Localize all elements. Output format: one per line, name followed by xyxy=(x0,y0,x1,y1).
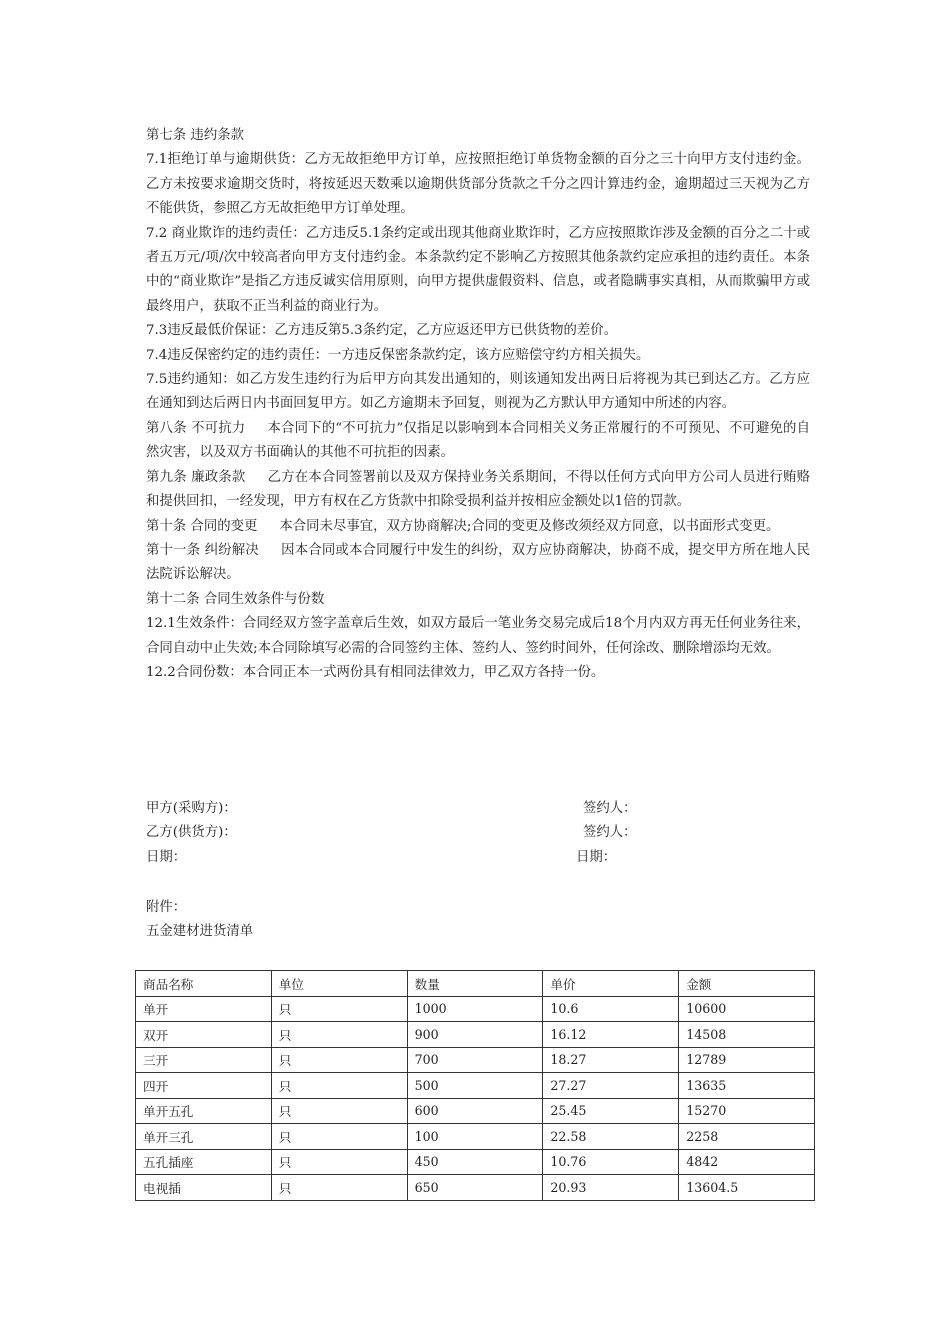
table-cell: 18.27 xyxy=(543,1047,679,1073)
table-cell: 27.27 xyxy=(543,1073,679,1099)
table-row xyxy=(136,1175,815,1201)
table-cell: 只 xyxy=(271,1047,407,1073)
table-row xyxy=(136,996,815,1022)
table-cell: 2258 xyxy=(679,1124,815,1150)
table-cell: 4842 xyxy=(679,1149,815,1175)
table-cell: 电视插 xyxy=(136,1175,272,1201)
article-9-heading: 第九条 廉政条款 xyxy=(146,469,246,485)
table-cell: 13635 xyxy=(679,1073,815,1099)
table-cell: 500 xyxy=(407,1073,543,1099)
table-cell: 12789 xyxy=(679,1047,815,1073)
article-9-text: 乙方在本合同签署前以及双方保持业务关系期间，不得以任何方式向甲方公司人员进行贿赂和提供回扣，一经发现，甲方有权在乙方货款中扣除受损利益并按相应金额处以1倍的罚款。 xyxy=(146,469,810,510)
table-cell: 13604.5 xyxy=(679,1175,815,1201)
party-b-label: 乙方(供货方)： xyxy=(146,825,237,840)
clause-7-5: 7.5违约通知：如乙方发生违约行为后甲方向其发出通知的，则该通知发出两日后将视为其已到达乙方。乙方应在通知到达后两日内书面回复甲方。如乙方逾期未予回复，则视为乙方默认甲方通知中所述的内容。 xyxy=(146,372,810,412)
article-10-text: 本合同未尽事宜，双方协商解决;合同的变更及修改须经双方同意，以书面形式变更。 xyxy=(279,518,780,534)
attachment-label: 附件： xyxy=(146,900,187,915)
table-cell: 100 xyxy=(407,1124,543,1150)
table-cell: 只 xyxy=(271,996,407,1022)
clause-7-1: 7.1拒绝订单与逾期供货：乙方无故拒绝甲方订单，应按照拒绝订单货物金额的百分之三十向甲方支付违约金。乙方未按要求逾期交货时，将按延迟天数乘以逾期供货部分货款之千分之四计算违约金，逾期超过三天视为乙方不能供货，参照乙方无故拒绝甲方订单处理。 xyxy=(146,152,810,217)
party-a-label: 甲方(采购方)： xyxy=(146,801,237,816)
table-cell: 1000 xyxy=(407,996,543,1022)
table-cell: 16.12 xyxy=(543,1022,679,1048)
table-cell: 22.58 xyxy=(543,1124,679,1150)
signer-b-label: 签约人： xyxy=(583,825,637,840)
table-row xyxy=(136,1124,815,1150)
table-cell: 单开 xyxy=(136,996,272,1022)
table-cell: 只 xyxy=(271,1124,407,1150)
article-11-text: 因本合同或本合同履行中发生的纠纷，双方应协商解决，协商不成，提交甲方所在地人民法院诉讼解决。 xyxy=(146,542,810,583)
date-left-label: 日期： xyxy=(146,850,187,865)
table-cell: 20.93 xyxy=(543,1175,679,1201)
table-cell: 单开五孔 xyxy=(136,1098,272,1124)
table-cell: 15270 xyxy=(679,1098,815,1124)
table-row xyxy=(136,1073,815,1099)
column-header: 单位 xyxy=(271,971,407,997)
article-7-title: 第七条 违约条款 xyxy=(146,128,244,143)
table-cell: 14508 xyxy=(679,1022,815,1048)
table-cell: 650 xyxy=(407,1175,543,1201)
article-11 xyxy=(146,539,810,588)
clause-7-3: 7.3违反最低价保证：乙方违反第5.3条约定，乙方应返还甲方已供货物的差价。 xyxy=(146,323,618,339)
clause-7-2: 7.2 商业欺诈的违约责任：乙方违反5.1条约定或出现其他商业欺诈时，乙方应按照欺诈涉及金额的百分之二十或者五万元/项/次中较高者向甲方支付违约金。本条款约定不影响乙方按照其他条款约定应承担的违约责任。本条中的“商业欺诈”是指乙方违反诚实信用原则，向甲方提供虚假资料、信息，或者隐瞒事实真相，从而欺骗甲方或最终用户，获取不正当利益的商业行为。 xyxy=(146,225,810,314)
table-cell: 900 xyxy=(407,1022,543,1048)
table-cell: 四开 xyxy=(136,1073,272,1099)
article-8-text: 本合同下的“不可抗力”仅指足以影响到本合同相关义务正常履行的不可预见、不可避免的自然灾害，以及双方书面确认的其他不可抗拒的因素。 xyxy=(146,420,810,461)
table-cell: 700 xyxy=(407,1047,543,1073)
column-header: 商品名称 xyxy=(136,971,272,997)
table-cell: 只 xyxy=(271,1175,407,1201)
table-cell: 只 xyxy=(271,1098,407,1124)
table-cell: 10.6 xyxy=(543,996,679,1022)
table-body xyxy=(136,971,815,1201)
table-row xyxy=(136,1047,815,1073)
table-cell: 五孔插座 xyxy=(136,1149,272,1175)
table-cell: 25.45 xyxy=(543,1098,679,1124)
table-cell: 10600 xyxy=(679,996,815,1022)
article-12-title: 第十二条 合同生效条件与份数 xyxy=(146,591,325,607)
clause-7-4: 7.4违反保密约定的违约责任：一方违反保密条款约定，该方应赔偿守约方相关损失。 xyxy=(146,347,650,363)
table-cell: 10.76 xyxy=(543,1149,679,1175)
column-header: 单价 xyxy=(543,971,679,997)
table-header-row xyxy=(136,971,815,997)
date-right-label: 日期： xyxy=(576,850,617,865)
clause-12-2: 12.2合同份数：本合同正本一式两份具有相同法律效力，甲乙双方各持一份。 xyxy=(146,664,605,680)
article-8-heading: 第八条 不可抗力 xyxy=(146,420,246,436)
table-cell: 600 xyxy=(407,1098,543,1124)
table-cell: 双开 xyxy=(136,1022,272,1048)
column-header: 数量 xyxy=(407,971,543,997)
table-cell: 只 xyxy=(271,1022,407,1048)
attachment-title: 五金建材进货清单 xyxy=(146,924,254,939)
article-9 xyxy=(146,466,810,515)
table-cell: 只 xyxy=(271,1149,407,1175)
table-row xyxy=(136,1098,815,1124)
purchase-list-table xyxy=(135,970,815,1201)
table-row xyxy=(136,1022,815,1048)
signer-a-label: 签约人： xyxy=(583,801,637,816)
table-cell: 单开三孔 xyxy=(136,1124,272,1150)
article-10 xyxy=(146,515,810,539)
table-cell: 三开 xyxy=(136,1047,272,1073)
article-8 xyxy=(146,417,810,466)
table-cell: 只 xyxy=(271,1073,407,1099)
article-10-heading: 第十条 合同的变更 xyxy=(146,518,258,534)
article-11-heading: 第十一条 纠纷解决 xyxy=(146,542,259,558)
table-cell: 450 xyxy=(407,1149,543,1175)
contract-body xyxy=(146,124,810,685)
clause-12-1: 12.1生效条件：合同经双方签字盖章后生效，如双方最后一笔业务交易完成后18个月内双方再无任何业务往来，合同自动中止失效;本合同除填写必需的合同签约主体、签约人、签约时间外，任何涂改、删除增添均无效。 xyxy=(146,616,810,656)
table-row xyxy=(136,1149,815,1175)
column-header: 金额 xyxy=(679,971,815,997)
